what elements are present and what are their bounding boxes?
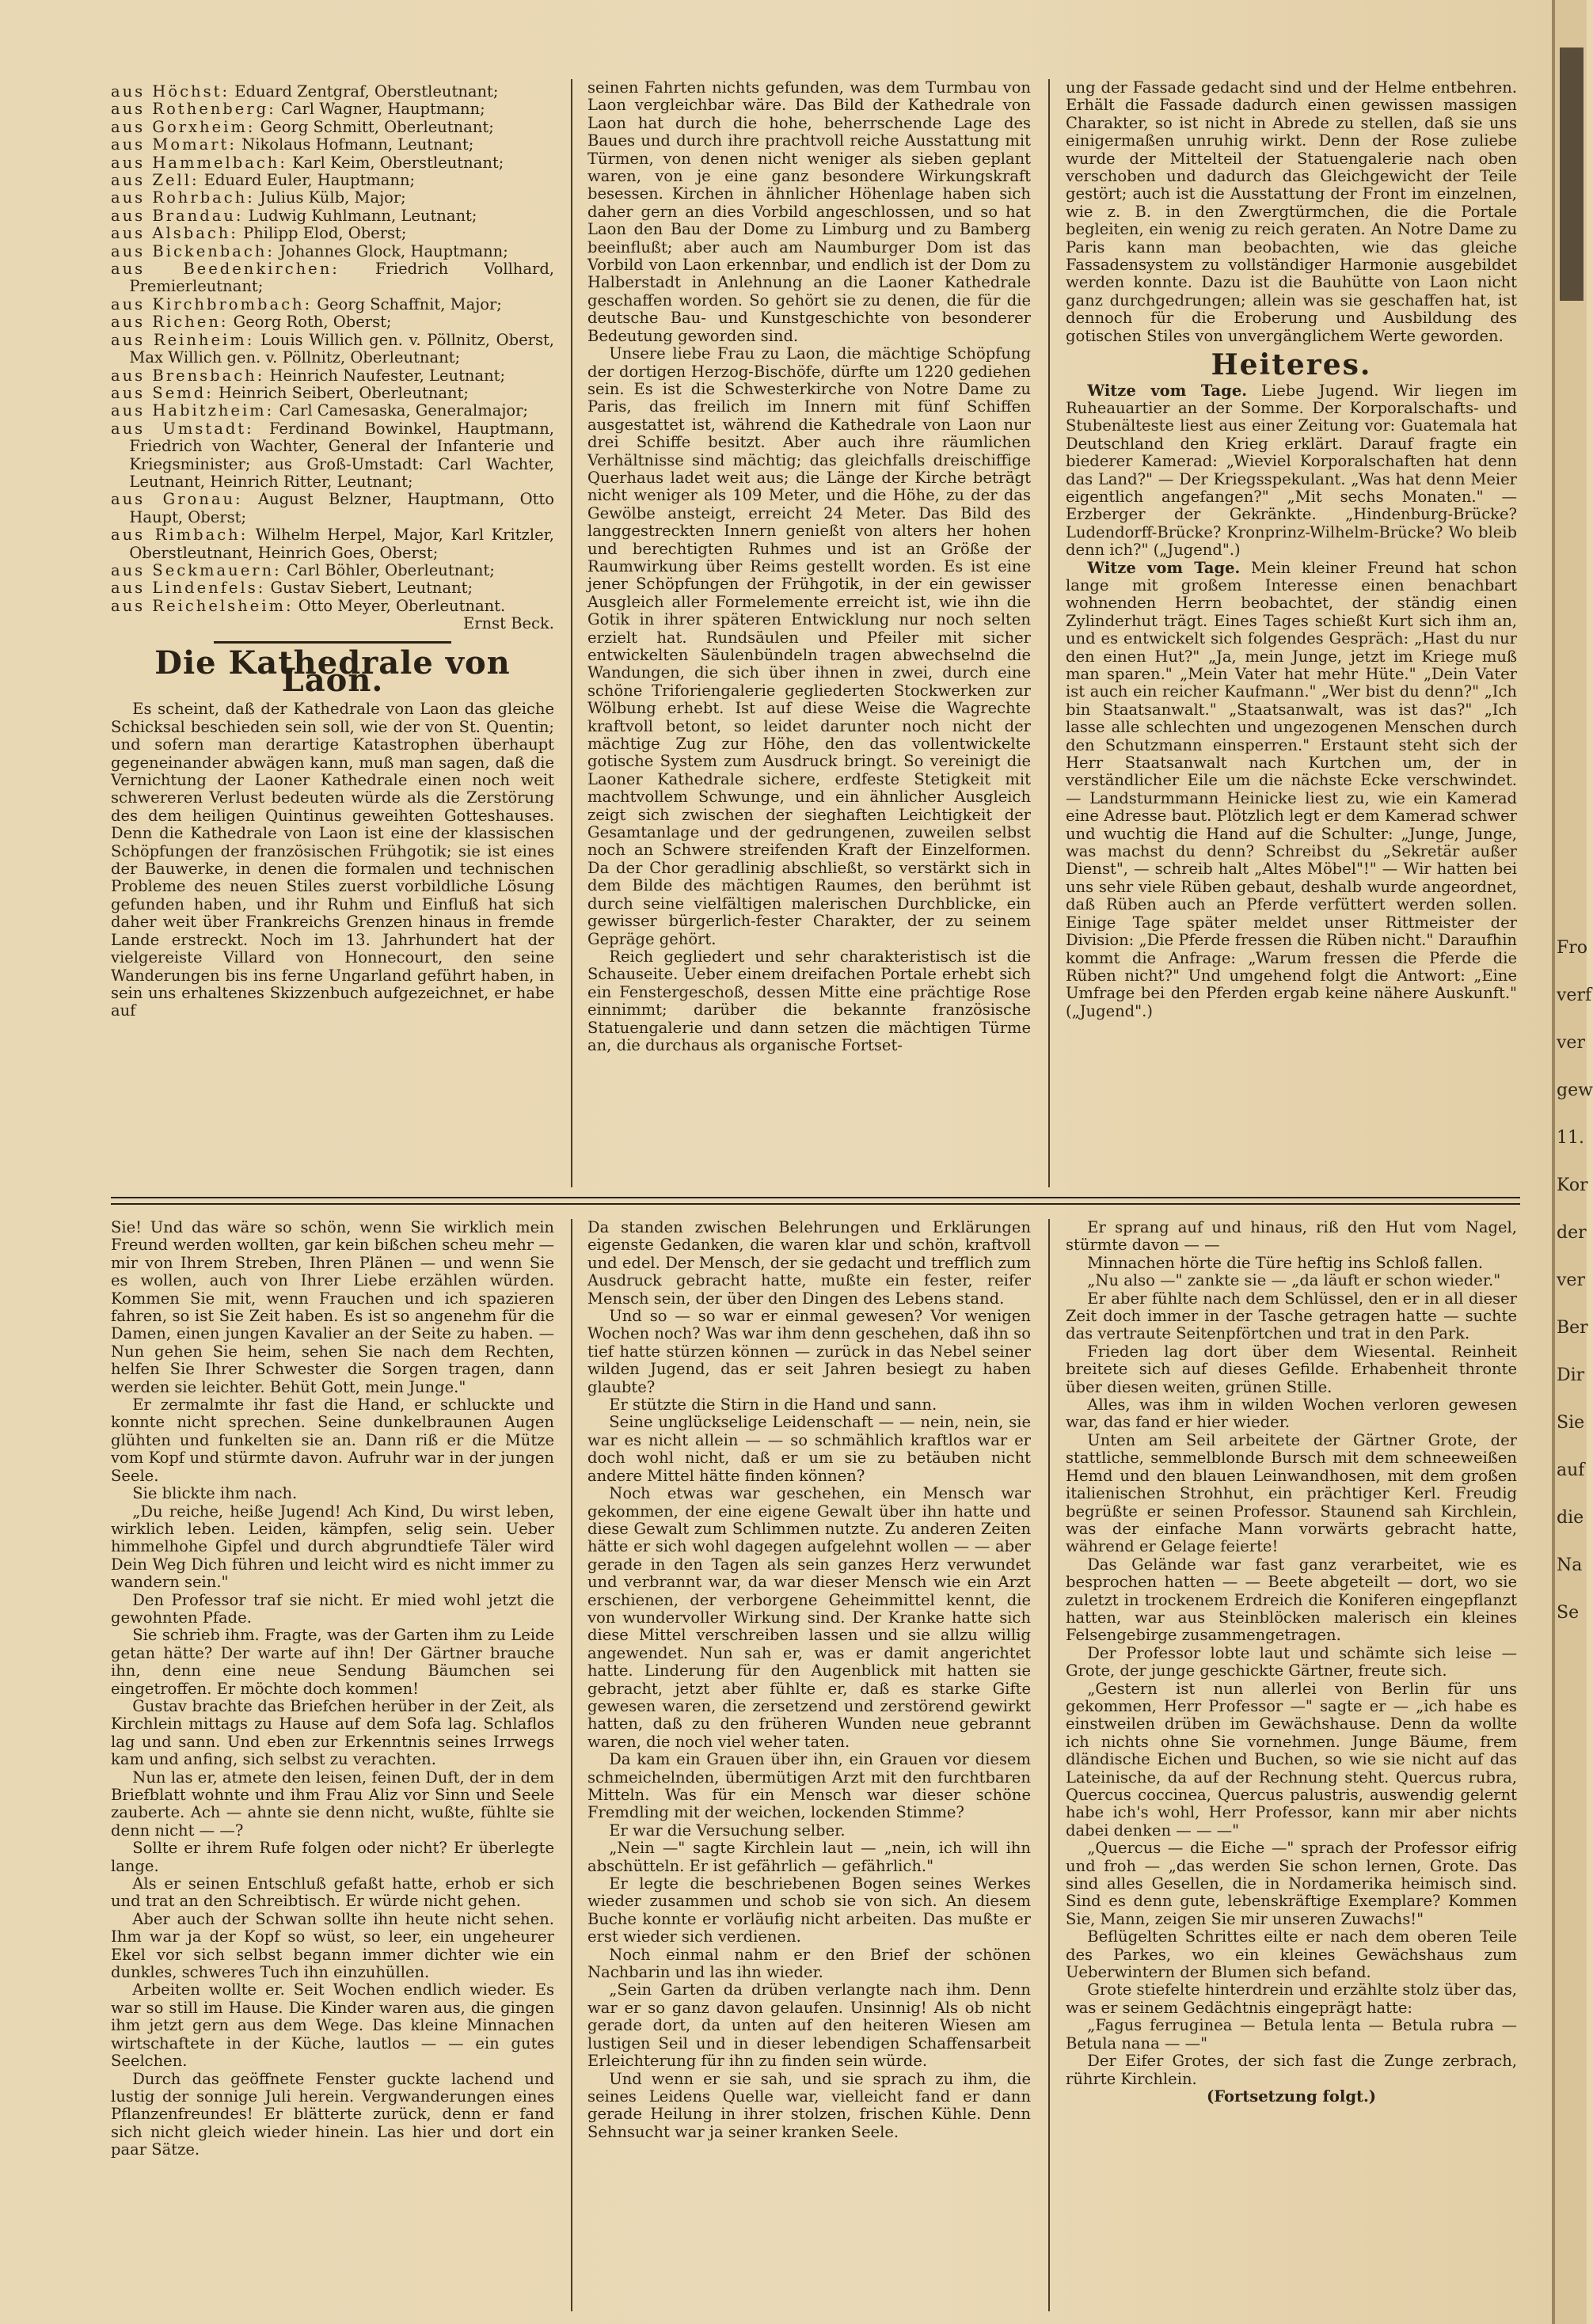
place-name: aus Alsbach: <box>111 224 238 243</box>
officer-names: Wilhelm Herpel, Major, Karl Kritzler, Oberstleutnant, Heinrich Goes, Oberst; <box>129 526 554 562</box>
officer-list-entry <box>111 189 554 207</box>
story-paragraph: Grote stiefelte hinterdrein und erzählte stolz über das, was er seinem Gedächtnis eingeprägt hatte: <box>1066 1980 1517 2017</box>
place-name: aus Lindenfels: <box>111 579 266 598</box>
place-name: aus Hammelbach: <box>111 153 287 172</box>
story-paragraph: Noch einmal nahm er den Brief der schönen Nachbarin und las ihn wieder. <box>587 1945 1031 1982</box>
story-paragraph: Den Professor traf sie nicht. Er mied wohl jetzt die gewohnten Pfade. <box>111 1590 554 1627</box>
story-paragraph: Sie schrieb ihm. Fragte, was der Garten ihm zu Leide getan hätte? Der warte auf ihn! Der Gärtner brauche ihn, denn eine neue Sendung Bäumchen sei eingetroffen. Er möchte doch kommen! <box>111 1626 554 1698</box>
story-paragraph: Und so — so war er einmal gewesen? Vor wenigen Wochen noch? Was war ihm denn geschehen, daß ihn so tief hatte stürzen können — zurück in das Nebel seiner wilden Jugend, das er seit Jahren besiegt zu haben glaubte? <box>587 1307 1031 1396</box>
story-paragraph: „Sein Garten da drüben verlangte nach ihm. Denn war er so ganz davon gelaufen. Unsinnig! Als ob nicht gerade dort, da unten auf den heiteren Wiesen am lustigen Seil und in dieser lebendigen Schaffensarbeit Erleichterung für ihn zu finden sein würde. <box>587 1980 1031 2071</box>
story-paragraph: Seine unglückselige Leidenschaft — — nein, nein, sie war es nicht allein — — so schmählich kraftlos war er doch wohl nicht, daß er um sie zu betäuben nicht andere Mittel hätte finden können? <box>587 1413 1031 1485</box>
place-name: aus Umstadt: <box>111 419 254 438</box>
column-4-story <box>111 1219 554 2159</box>
column-1 <box>111 83 554 1020</box>
officer-list-entry <box>111 83 554 101</box>
adjacent-page-image <box>1560 47 1583 301</box>
adjacent-text-fragment: 11. <box>1557 1128 1584 1148</box>
place-name: aus Kirchbrombach: <box>111 294 313 313</box>
officer-list-entry <box>111 101 554 118</box>
article-paragraph: Es scheint, daß der Kathedrale von Laon das gleiche Schicksal beschieden sein soll, wie der von St. Quentin; und sofern man derartige Katastrophen überhaupt gegeneinander abwägen kann, muß man sagen, daß die Vernichtung der Laoner Kathedrale einen noch weit schwereren Verlust bedeuten würde als die Zerstörung des dem heiligen Quintinus geweihten Gotteshauses. Denn die Kathedrale von Laon ist eine der klassischen Schöpfungen der französischen Frühgotik; sie ist eines der Bauwerke, in denen die formalen und technischen Probleme des neuen Stiles zuerst vorbildliche Lösung gefunden haben, und ihr Ruhm und Einfluß hat sich daher weit über Frankreichs Grenzen hinaus in fremde Lande erstreckt. Noch im 13. Jahrhundert hat der vielgereiste Villard von Honnecourt, den seine Wanderungen bis ins ferne Ungarland geführt haben, in sein uns erhaltenes Skizzenbuch aufgezeichnet, er habe auf <box>111 700 554 1020</box>
officer-list-entry <box>111 402 554 420</box>
officer-names: Heinrich Naufester, Leutnant; <box>264 366 506 385</box>
officer-list-entry <box>111 562 554 579</box>
story-paragraph: „Quercus — die Eiche —" sprach der Professor eifrig und froh — „das werden Sie schon lernen, Grote. Das sind alles Gesellen, die in Nordamerika heimisch sind. Sind es denn gute, lebenskräftige Exemplare? Kommen Sie, Mann, zeigen Sie mir unseren Zuwachs!" <box>1066 1839 1517 1928</box>
place-name: aus Gorxheim: <box>111 117 256 136</box>
place-name: aus Seckmauern: <box>111 560 282 579</box>
officer-list-entry <box>111 491 554 526</box>
place-name: aus Reichelsheim: <box>111 596 294 615</box>
adjacent-text-fragment: der <box>1557 1223 1587 1243</box>
article-paragraph: seinen Fahrten nichts gefunden, was dem Turmbau von Laon vergleichbar wäre. Das Bild der Kathedrale von Laon hat durch die hohe, beherrschende Lage des Baues und durch ihre prachtvoll reiche Ausstattung mit Türmen, von denen nicht weniger als sieben geplant waren, von je eine ganz besondere Wirkungskraft besessen. Kirchen in ähnlicher Höhenlage haben sich daher gern an dies Vorbild angeschlossen, und so hat Laon den Bau der Dome zu Limburg und zu Bamberg beeinflußt; aber auch am Naumburger Dom ist das Vorbild von Laon erkennbar, und endlich ist der Dom zu Halberstadt in Anlehnung an die Laoner Kathedrale geschaffen worden. So gehört sie zu denen, die für die deutsche Bau- und Kunstgeschichte von besonderer Bedeutung geworden sind. <box>587 78 1031 345</box>
adjacent-text-fragment: die <box>1557 1508 1584 1528</box>
officer-list-entry <box>111 598 554 615</box>
place-name: aus Momart: <box>111 135 237 154</box>
place-name: aus Brensbach: <box>111 366 265 385</box>
adjacent-text-fragment: ver <box>1557 1270 1585 1290</box>
adjacent-text-fragment: Ber <box>1557 1318 1588 1338</box>
story-paragraph: Sie! Und das wäre so schön, wenn Sie wirklich mein Freund werden wollten, gar kein bißchen scheu mehr — mir von Ihrem Streben, Ihren Plänen — und wenn Sie es wollen, auch von Ihrer Liebe erzählen würden. Kommen Sie mit, wenn Frauchen und ich spazieren fahren, so ist Sie Zeit haben. Es ist so angenehm für die Damen, einen jungen Kavalier an der Seite zu haben. — Nun gehen Sie heim, sehen Sie nach dem Rechten, helfen Sie Ihrer Schwester die Sorgen tragen, dann werden sie leichter. Behüt Gott, mein Junge." <box>111 1218 554 1396</box>
story-paragraph: Der Eifer Grotes, der sich fast die Zunge zerbrach, rührte Kirchlein. <box>1066 2052 1517 2088</box>
place-name: aus Reinheim: <box>111 330 255 349</box>
officer-names: Karl Keim, Oberstleutnant; <box>287 153 504 172</box>
adjacent-text-fragment: Dir <box>1557 1365 1585 1385</box>
section-divider <box>214 641 451 644</box>
article-paragraph: Reich gegliedert und sehr charakteristisch ist die Schauseite. Ueber einem dreifachen Portale erhebt sich ein Fenstergeschoß, dessen Mitte eine prächtige Rose einnimmt; darüber die bekannte französische Statuengalerie und dann setzen die mächtigen Türme an, die durchaus als organische Fortset- <box>587 947 1031 1054</box>
officer-list-entry <box>111 420 554 492</box>
officer-list-entry <box>111 207 554 225</box>
place-name: aus Bickenbach: <box>111 241 275 260</box>
officer-names: Eduard Euler, Hauptmann; <box>199 171 416 190</box>
author-signature: Ernst Beck. <box>463 614 554 633</box>
story-paragraph: Und wenn er sie sah, und sie sprach zu ihm, die seines Leidens Quelle war, vielleicht fand er dann gerade Heilung in ihrer stolzen, frischen Kühle. Denn Sehnsucht war ja seiner kranken Seele. <box>587 2069 1031 2141</box>
story-paragraph: Das Gelände war fast ganz verarbeitet, wie es besprochen hatten — — Beete abgeteilt — dort, wo sie zuletzt in trockenem Erdreich die Koniferen eingepflanzt hatten, war aus Steinblöcken malerisch ein kleines Felsengebirge zusammengetragen. <box>1066 1555 1517 1645</box>
place-name: aus Brandau: <box>111 206 244 225</box>
story-paragraph: Er legte die beschriebenen Bogen seines Werkes wieder zusammen und schob sie von sich. An diesem Buche konnte er vorläufig nicht arbeiten. Das mußte er erst wieder sich verdienen. <box>587 1874 1031 1946</box>
story-paragraph: „Nein —" sagte Kirchlein laut — „nein, ich will ihn abschütteln. Er ist gefährlich — gefährlich." <box>587 1839 1031 1875</box>
officer-list-entry <box>111 313 554 331</box>
adjacent-text-fragment: Se <box>1557 1603 1580 1623</box>
story-paragraph: „Du reiche, heiße Jugend! Ach Kind, Du wirst leben, wirklich leben. Leiden, kämpfen, selig sein. Ueber himmelhohe Gipfel und durch abgrundtiefe Täler wird Dein Weg Dich führen und leicht wird es nicht immer zu wandern sein." <box>111 1502 554 1592</box>
officer-names: Carl Wagner, Hauptmann; <box>276 100 485 119</box>
story-paragraph: Minnachen hörte die Türe heftig ins Schloß fallen. <box>1087 1253 1484 1272</box>
officer-list-entry <box>111 526 554 562</box>
place-name: aus Habitzheim: <box>111 401 275 420</box>
section-title-heiteres: Heiteres. <box>1211 348 1372 382</box>
adjacent-page-strip <box>1552 0 1593 2324</box>
officer-list-entry <box>111 579 554 597</box>
story-paragraph: Durch das geöffnete Fenster guckte lachend und lustig der sonnige Juli herein. Vergwanderungen eines Pflanzenfreundes! Er blätterte zurück, denn er fand sich nicht gleich wieder hinein. Las hier und dort ein paar Sätze. <box>111 2069 554 2159</box>
joke-text: Mein kleiner Freund hat schon lange mit großem Interesse einen benachbart wohnenden Herrn beobachtet, der ständig einen Zylinderhut trägt. Eines Tages schießt Kurt sich ihm an, und es entwickelt sich folgendes Gespräch: „Hast du nur den einen Hut?" „Ja, mein Junge, jetzt im Kriege muß man sparen." „Mein Vater hat mehr Hüte." „Dein Vater ist auch ein reicher Kaufmann." „Wer bist du denn?" „Ich bin Staatsanwalt." „Staatsanwalt, was ist das?" „Ich lasse alle schlechten und ungezogenen Menschen durch den Schutzmann einsperren." Erstaunt steht sich der Herr Staatsanwalt nach Kurtchen um, der in verständlicher Eile um die nächste Ecke verschwindet. — Landsturmmann Heinicke liest zu, wie ein Kamerad eine Adresse baut. Plötzlich legt er dem Kamerad schwer und wuchtig die Hand auf die Schulter: „Junge, Junge, was machst du denn? Schreibst du „Sekretär außer Dienst", — schreib halt „Altes Möbel"!" — Wir hatten bei uns sehr viele Rüben gebaut, deshalb wurde angeordnet, daß Rüben auch an Pferde verfüttert werden sollen. Einige Tage später meldet unser Rittmeister der Division: „Die Pferde fressen die Rüben nicht." Daraufhin kommt die Anfrage: „Warum fressen die Pferde die Rüben nicht?" Und umgehend folgt die Antwort: „Eine Umfrage bei den Pferden ergab keine nähere Auskunft." („Jugend".) <box>1066 558 1518 1020</box>
story-paragraph: Alles, was ihm in wilden Wochen verloren gewesen war, das fand er hier wieder. <box>1066 1396 1517 1432</box>
place-name: aus Beedenkirchen: <box>111 260 340 279</box>
officer-names: Ludwig Kuhlmann, Leutnant; <box>243 206 477 225</box>
officer-list-entry <box>111 119 554 136</box>
story-paragraph: Da standen zwischen Belehrungen und Erklärungen eigenste Gedanken, die waren klar und schön, kraftvoll und edel. Der Mensch, der sie gedacht und trefflich zum Ausdruck gebracht hatte, mußte ein fester, reifer Mensch sein, der über den Dingen des Lebens stand. <box>587 1218 1031 1308</box>
story-paragraph: Er stützte die Stirn in die Hand und sann. <box>609 1396 937 1415</box>
column-6-story <box>1066 1219 1517 2106</box>
column-rule <box>1048 79 1050 1187</box>
story-paragraph: Noch etwas war geschehen, ein Mensch war gekommen, der eine eigene Gewalt über ihn hatte und diese Gewalt zum Schlimmen nutzte. Zu anderen Zeiten hätte er sich wohl dagegen aufgelehnt wollen — — aber gerade in den Tagen als sein ganzes Herz verwundet und verbrannt war, da war dieser Mensch wie ein Arzt erschienen, der verborgene Geheimmittel kennt, die von wundervoller Wirkung sind. Der Kranke hatte sich diese Mittel verschreiben lassen und sie allzu willig angewendet. Nun sah er, was er damit angerichtet hatte. Linderung für den Augenblick mit hatten sie gebracht, jetzt aber fühlte er, daß es starke Gifte gewesen waren, die zersetzend und zerstörend gewirkt hatten, daß zu den früheren Wunden neue gebrannt waren, die noch viel weher taten. <box>587 1484 1031 1751</box>
adjacent-text-fragment: Na <box>1557 1555 1583 1575</box>
joke-paragraph <box>1066 560 1517 1021</box>
story-paragraph: Aber auch der Schwan sollte ihn heute nicht sehen. Ihm war ja der Kopf so wüst, so leer, ein ungeheurer Ekel vor sich selbst begann immer dichter wie ein dunkles, schweres Tuch ihn einzuhüllen. <box>111 1909 554 1982</box>
story-paragraph: Unten am Seil arbeitete der Gärtner Grote, der stattliche, semmelblonde Bursch mit dem schneeweißen Hemd und den blauen Leinwandhosen, mit dem großen italienischen Strohhut, ein prächtiger Kerl. Freudig begrüßte er seinen Professor. Staunend sah Kirchlein, was der einfache Mann vorwärts gebracht hatte, während er Gelage feierte! <box>1066 1430 1517 1556</box>
adjacent-text-fragment: Kor <box>1557 1175 1588 1195</box>
officer-names: Nikolaus Hofmann, Leutnant; <box>236 135 474 154</box>
story-paragraph: Gustav brachte das Briefchen herüber in der Zeit, als Kirchlein mittags zu Hause auf dem Sofa lag. Schlaflos lag und sann. Und eben zur Erkenntnis seines Irrwegs kam und anfing, sich selbst zu verachten. <box>111 1696 554 1769</box>
column-3 <box>1066 79 1517 1020</box>
story-paragraph: Nun las er, atmete den leisen, feinen Duft, der in dem Briefblatt wohnte und ihm Frau Aliz vor Sinn und Seele zauberte. Ach — ahnte sie denn nicht, wußte, fühlte sie denn nicht — —? <box>111 1768 554 1840</box>
place-name: aus Semd: <box>111 383 214 402</box>
officer-names: Louis Willich gen. v. Pöllnitz, Oberst, Max Willich gen. v. Pöllnitz, Oberleutnant; <box>129 330 555 367</box>
place-name: aus Rimbach: <box>111 526 249 545</box>
officer-names: Georg Roth, Oberst; <box>228 313 392 332</box>
officer-list-entry <box>111 260 554 296</box>
story-paragraph: Als er seinen Entschluß gefaßt hatte, erhob er sich und trat an den Schreibtisch. Er würde nicht gehen. <box>111 1874 554 1911</box>
story-paragraph: Da kam ein Grauen über ihn, ein Grauen vor diesem schmeichelnden, übermütigen Arzt mit den furchtbaren Mitteln. Was für ein Mensch war dieser schöne Fremdling mit der weichen, lockenden Stimme? <box>587 1750 1031 1822</box>
story-paragraph: Arbeiten wollte er. Seit Wochen endlich wieder. Es war so still im Hause. Die Kinder waren aus, die gingen ihm jetzt gern aus dem Wege. Das kleine Minnachen wirtschaftete in der Küche, lautlos — — ein gutes Seelchen. <box>111 1980 554 2071</box>
officer-list-entry <box>111 385 554 402</box>
officer-names: Georg Schaffnit, Major; <box>312 294 502 313</box>
officer-list-entry <box>111 225 554 242</box>
story-paragraph: „Fagus ferruginea — Betula lenta — Betula rubra — Betula nana — —" <box>1066 2016 1517 2052</box>
joke-heading: Witze vom Tage. <box>1087 381 1248 400</box>
place-name: aus Gronau: <box>111 490 243 509</box>
officer-list-entry <box>111 367 554 385</box>
officer-list-entry <box>111 243 554 260</box>
column-rule <box>1048 1219 1050 2311</box>
officer-names: Gustav Siebert, Leutnant; <box>265 579 473 598</box>
feuilleton-rule <box>111 1197 1520 1205</box>
story-paragraph: Beflügelten Schrittes eilte er nach dem oberen Teile des Parkes, wo ein kleines Gewächshaus zum Ueberwintern der Blumen sich befand. <box>1066 1927 1517 1982</box>
place-name: aus Höchst: <box>111 82 230 101</box>
adjacent-text-fragment: auf <box>1557 1460 1585 1480</box>
column-5-story <box>587 1219 1031 2141</box>
officer-names: Eduard Zentgraf, Oberstleutnant; <box>230 82 499 101</box>
adjacent-text-fragment: Sie <box>1557 1413 1585 1433</box>
officer-names: August Belzner, Hauptmann, Otto Haupt, Oberst; <box>129 490 554 526</box>
officer-list-entry <box>111 154 554 172</box>
continued-note: (Fortsetzung folgt.) <box>1207 2087 1376 2106</box>
officer-names: Heinrich Seibert, Oberleutnant; <box>213 383 469 402</box>
story-paragraph: Frieden lag dort über dem Wiesental. Reinheit breitete sich auf dieses Gefilde. Erhabenheit thronte über diesen weiten, grünen Stille. <box>1066 1342 1517 1396</box>
place-name: aus Richen: <box>111 313 229 332</box>
officer-names: Georg Schmitt, Oberleutnant; <box>255 117 494 136</box>
place-name: aus Zell: <box>111 171 200 190</box>
article-paragraph: ung der Fassade gedacht sind und der Helme entbehren. Erhält die Fassade dadurch einen gewissen massigen Charakter, so ist nicht in Abrede zu stellen, daß sie uns einigermaßen unruhig wirkt. Denn der Rose zuliebe wurde der Mittelteil der Statuengalerie nach oben verschoben und dadurch das Gleichgewicht der Teile gestört; auch ist die Ausstattung der Front im einzelnen, wie z. B. in den Zwergtürmchen, die die Portale begleiten, ein wenig zu reich geraten. An Notre Dame zu Paris kann man beobachten, wie das gleiche Fassadensystem zu vollständiger Harmonie ausgebildet werden konnte. Dazu ist die Bauhütte von Laon nicht ganz durchgedrungen; allein was sie geschaffen hat, ist dennoch für die Eroberung und Ausbildung des gotischen Stiles von unvergänglichem Werte geworden. <box>1066 78 1517 345</box>
article-title-kathedrale: Die Kathedrale von Laon. <box>154 644 511 699</box>
officer-names: Johannes Glock, Hauptmann; <box>274 241 508 260</box>
officer-names: Ferdinand Bowinkel, Hauptmann, Friedrich von Wachter, General der Infanterie und Kriegsminister; aus Groß-Umstadt: Carl Wachter, Leutnant, Heinrich Ritter, Leutnant; <box>129 419 554 491</box>
adjacent-text-fragment: verf <box>1557 985 1592 1005</box>
officer-names: Otto Meyer, Oberleutnant. <box>293 596 506 615</box>
story-paragraph: Sollte er ihrem Rufe folgen oder nicht? Er überlegte lange. <box>111 1839 554 1875</box>
officer-list-entry <box>111 172 554 189</box>
story-paragraph: Er war die Versuchung selber. <box>609 1821 846 1840</box>
column-2 <box>587 79 1031 1054</box>
place-name: aus Rothenberg: <box>111 100 276 119</box>
joke-text: Liebe Jugend. Wir liegen im Ruheauartier an der Somme. Der Korporalschafts- und Stubenälteste liest aus einer Zeitung vor: Guatemala hat Deutschland den Krieg erklärt. Darauf fragte ein biederer Kamerad: „Wieviel Korporalschaften hat denn das Land?" — Der Kriegsspekulant. „Was hat denn Meier eigentlich angefangen?" „Mit sechs Monaten." — Erzberger der Gekränkte. „Hindenburg-Brücke? Ludendorff-Brücke? Kronprinz-Wilhelm-Brücke? Wo bleib denn ich?" („Jugend".) <box>1066 381 1518 560</box>
officer-list <box>111 83 554 615</box>
story-paragraph: Er aber fühlte nach dem Schlüssel, den er in all dieser Zeit doch immer in der Tasche getragen hatte — suchte das vertraute Seitenpförtchen und trat in den Park. <box>1066 1289 1517 1343</box>
joke-paragraph <box>1066 382 1517 560</box>
story-paragraph: „Gestern ist nun allerlei von Berlin für uns gekommen, Herr Professor —" sagte er — „ich habe es einstweilen drüben im Gewächshause. Denn da wollte ich nichts ohne Sie vornehmen. Junge Bäume, frem dländische Eichen und Buchen, so wie sie nicht auf das Lateinische, da auf der Rechnung steht. Quercus rubra, Quercus coccinea, Quercus palustris, auswendig gelernt habe ich's wohl, Herr Professor, kann mir aber nichts dabei denken — — —" <box>1066 1679 1517 1840</box>
story-paragraph: Er zermalmte ihr fast die Hand, er schluckte und konnte nicht sprechen. Seine dunkelbraunen Augen glühten und funkelten sie an. Dann riß er die Mütze vom Kopf und stürmte davon. Aufruhr war in der jungen Seele. <box>111 1396 554 1485</box>
officer-names: Carl Camesaska, Generalmajor; <box>274 401 529 420</box>
joke-heading: Witze vom Tage. <box>1087 558 1241 577</box>
officer-names: Carl Böhler, Oberleutnant; <box>281 560 495 579</box>
officer-list-entry <box>111 296 554 313</box>
adjacent-text-fragment: gew <box>1557 1080 1593 1100</box>
column-rule <box>571 1219 572 2311</box>
story-paragraph: „Nu also —" zankte sie — „da läuft er schon wieder." <box>1087 1271 1501 1290</box>
story-paragraph: Er sprang auf und hinaus, riß den Hut vom Nagel, stürmte davon — — <box>1066 1218 1517 1255</box>
adjacent-text-fragment: Fro <box>1557 938 1588 958</box>
officer-names: Friedrich Vollhard, Premierleutnant; <box>129 260 554 296</box>
adjacent-text-fragment: ver <box>1557 1033 1585 1053</box>
officer-names: Philipp Elod, Oberst; <box>238 224 407 243</box>
story-paragraph: Sie blickte ihm nach. <box>132 1484 298 1503</box>
officer-list-entry <box>111 332 554 367</box>
column-rule <box>571 79 572 1187</box>
officer-list-entry <box>111 136 554 154</box>
article-paragraph: Unsere liebe Frau zu Laon, die mächtige Schöpfung der dortigen Herzog-Bischöfe, dürfte um 1220 gediehen sein. Es ist die Schwesterkirche von Notre Dame zu Paris, das freilich im Innern mit fünf Schiffen ausgestattet ist, während die Kathedrale von Laon nur drei Schiffe besitzt. Aber auch ihre räumlichen Verhältnisse sind mächtig; das gleichfalls dreischiffige Querhaus ladet weit aus; die Länge der Kirche beträgt nicht weniger als 109 Meter, und die Höhe, zu der das Gewölbe ansteigt, erreicht 24 Meter. Das Bild des langgestreckten Innern genießt von alters her hohen und berechtigten Ruhmes und ist an Größe der Raumwirkung über Reims gestellt worden. Es ist eine jener Schöpfungen der Frühgotik, in der ein gewisser Ausgleich aller Formelemente erreicht ist, wie ihn die Gotik in ihrer späteren Entwicklung nur noch selten erzielt hat. Rundsäulen und Pfeiler mit sicher entwickelten Säulenbündeln tragen abwechselnd die Wandungen, die sich über ihnen in zwei, durch eine schöne Triforiengalerie gegliederten Stockwerken zur Wölbung erhebt. Ist auf diese Weise die Wagrechte kraftvoll betont, so leidet darunter noch nicht der mächtige Zug zur Höhe, den das vollentwickelte gotische System zum Ausdruck bringt. So vereinigt die Laoner Kathedrale sichere, erdfeste Stetigkeit mit machtvollem Schwunge, und ein ähnlicher Ausgleich zeigt sich zwischen der sieghaften Leichtigkeit der Gesamtanlage und der gedrungenen, zuweilen selbst noch an Schwere streifenden Kraft der Einzelformen. Da der Chor geradlinig abschließt, so verstärkt sich in dem Bilde des mächtigen Raumes, den berühmt ist durch seine vielfältigen malerischen Durchblicke, ein gewisser bürgerlich-fester Charakter, der zu seinem Gepräge gehört. <box>587 344 1031 948</box>
story-paragraph: Der Professor lobte laut und schämte sich leise — Grote, der junge geschickte Gärtner, freute sich. <box>1066 1643 1517 1680</box>
place-name: aus Rohrbach: <box>111 188 255 207</box>
officer-names: Julius Külb, Major; <box>254 188 406 207</box>
